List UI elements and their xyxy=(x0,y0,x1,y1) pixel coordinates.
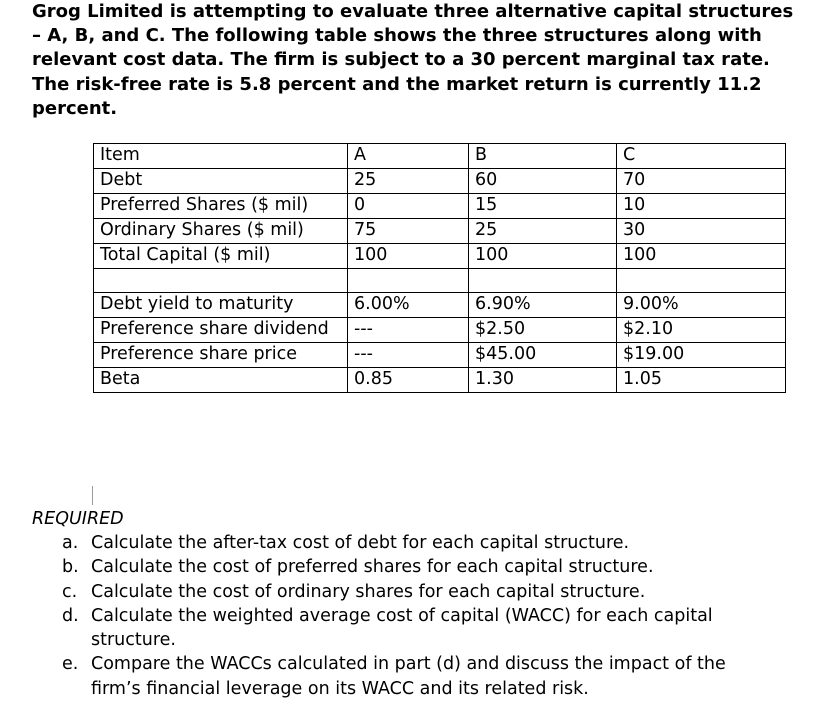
table-cell: 0.85 xyxy=(348,368,469,393)
table-cell xyxy=(94,268,348,293)
list-marker: d. xyxy=(62,605,79,626)
table-cell: Item xyxy=(94,144,348,169)
table-cell: 1.05 xyxy=(617,368,786,393)
table-cell: B xyxy=(469,144,617,169)
requirements-list xyxy=(0,531,760,701)
list-item-text: Calculate the cost of ordinary shares for each capital structure. xyxy=(91,581,646,602)
table-cell: 75 xyxy=(348,218,469,243)
problem-statement-line: Grog Limited is attempting to evaluate three alternative capital structures xyxy=(32,1,794,22)
table-cell: Debt yield to maturity xyxy=(94,293,348,318)
table-cell: 100 xyxy=(617,243,786,268)
list-item-text: Calculate the after-tax cost of debt for each capital structure. xyxy=(91,533,630,553)
capital-structure-table xyxy=(93,143,786,393)
table-cell: 100 xyxy=(469,243,617,268)
table-cell: 6.90% xyxy=(469,293,617,318)
table-cell: $2.50 xyxy=(469,318,617,343)
table-cell xyxy=(469,268,617,293)
list-item xyxy=(0,555,760,579)
table-cell: 30 xyxy=(617,218,786,243)
required-heading: REQUIRED xyxy=(32,509,124,529)
table-cell: $2.10 xyxy=(617,318,786,343)
table-cell: 0 xyxy=(348,193,469,218)
table-cell: A xyxy=(348,144,469,169)
problem-statement-line: percent. xyxy=(32,97,118,119)
table-cell: 60 xyxy=(469,168,617,193)
problem-statement xyxy=(32,0,812,121)
table-cell: 9.00% xyxy=(617,293,786,318)
table-row xyxy=(94,343,786,368)
table-cell: $45.00 xyxy=(469,343,617,368)
table-row xyxy=(94,168,786,193)
list-item-text: firm’s financial leverage on its WACC and its related risk. xyxy=(91,678,589,699)
table-cell: 25 xyxy=(348,168,469,193)
table-cell: $19.00 xyxy=(617,343,786,368)
table-cell: Preferred Shares ($ mil) xyxy=(94,193,348,218)
table-cell: 70 xyxy=(617,168,786,193)
table-cell xyxy=(348,268,469,293)
table-cell: 1.30 xyxy=(469,368,617,393)
table-cell: Total Capital ($ mil) xyxy=(94,243,348,268)
list-marker: a. xyxy=(62,533,79,553)
table-cell: Beta xyxy=(94,368,348,393)
table-row xyxy=(94,293,786,318)
table-cell: 10 xyxy=(617,193,786,218)
list-item-text: Calculate the weighted average cost of capital (WACC) for each capital xyxy=(91,605,713,626)
list-item-text: Compare the WACCs calculated in part (d) and discuss the impact of the xyxy=(91,654,726,675)
table-cell: Debt xyxy=(94,168,348,193)
table-row xyxy=(94,268,786,293)
list-marker: c. xyxy=(62,581,78,602)
list-item xyxy=(0,531,760,555)
table-row xyxy=(94,193,786,218)
table-cell: C xyxy=(617,144,786,169)
table-cell: 6.00% xyxy=(348,293,469,318)
table-cell: Ordinary Shares ($ mil) xyxy=(94,218,348,243)
list-item xyxy=(0,604,760,653)
table-cell: Preference share dividend xyxy=(94,318,348,343)
table-row xyxy=(94,144,786,169)
table-row xyxy=(94,368,786,393)
problem-statement-line: – A, B, and C. The following table shows the three structures along with xyxy=(32,25,762,47)
list-marker: e. xyxy=(62,654,79,675)
table-cell: --- xyxy=(348,343,469,368)
table-cell: 25 xyxy=(469,218,617,243)
list-item-text: structure. xyxy=(91,630,176,651)
list-item-text: Calculate the cost of preferred shares for each capital structure. xyxy=(91,557,654,578)
table-cell: 15 xyxy=(469,193,617,218)
table-cell xyxy=(617,268,786,293)
problem-statement-line: relevant cost data. The firm is subject to a 30 percent marginal tax rate. xyxy=(32,49,770,71)
list-item xyxy=(0,652,760,701)
problem-statement-line: The risk-free rate is 5.8 percent and the market return is currently 11.2 xyxy=(32,73,762,95)
table-cell: 100 xyxy=(348,243,469,268)
table-cell: Preference share price xyxy=(94,343,348,368)
list-item xyxy=(0,580,760,604)
text-cursor xyxy=(92,486,93,505)
table-row xyxy=(94,318,786,343)
table-cell: --- xyxy=(348,318,469,343)
table-row xyxy=(94,218,786,243)
list-marker: b. xyxy=(62,557,79,578)
table-row xyxy=(94,243,786,268)
